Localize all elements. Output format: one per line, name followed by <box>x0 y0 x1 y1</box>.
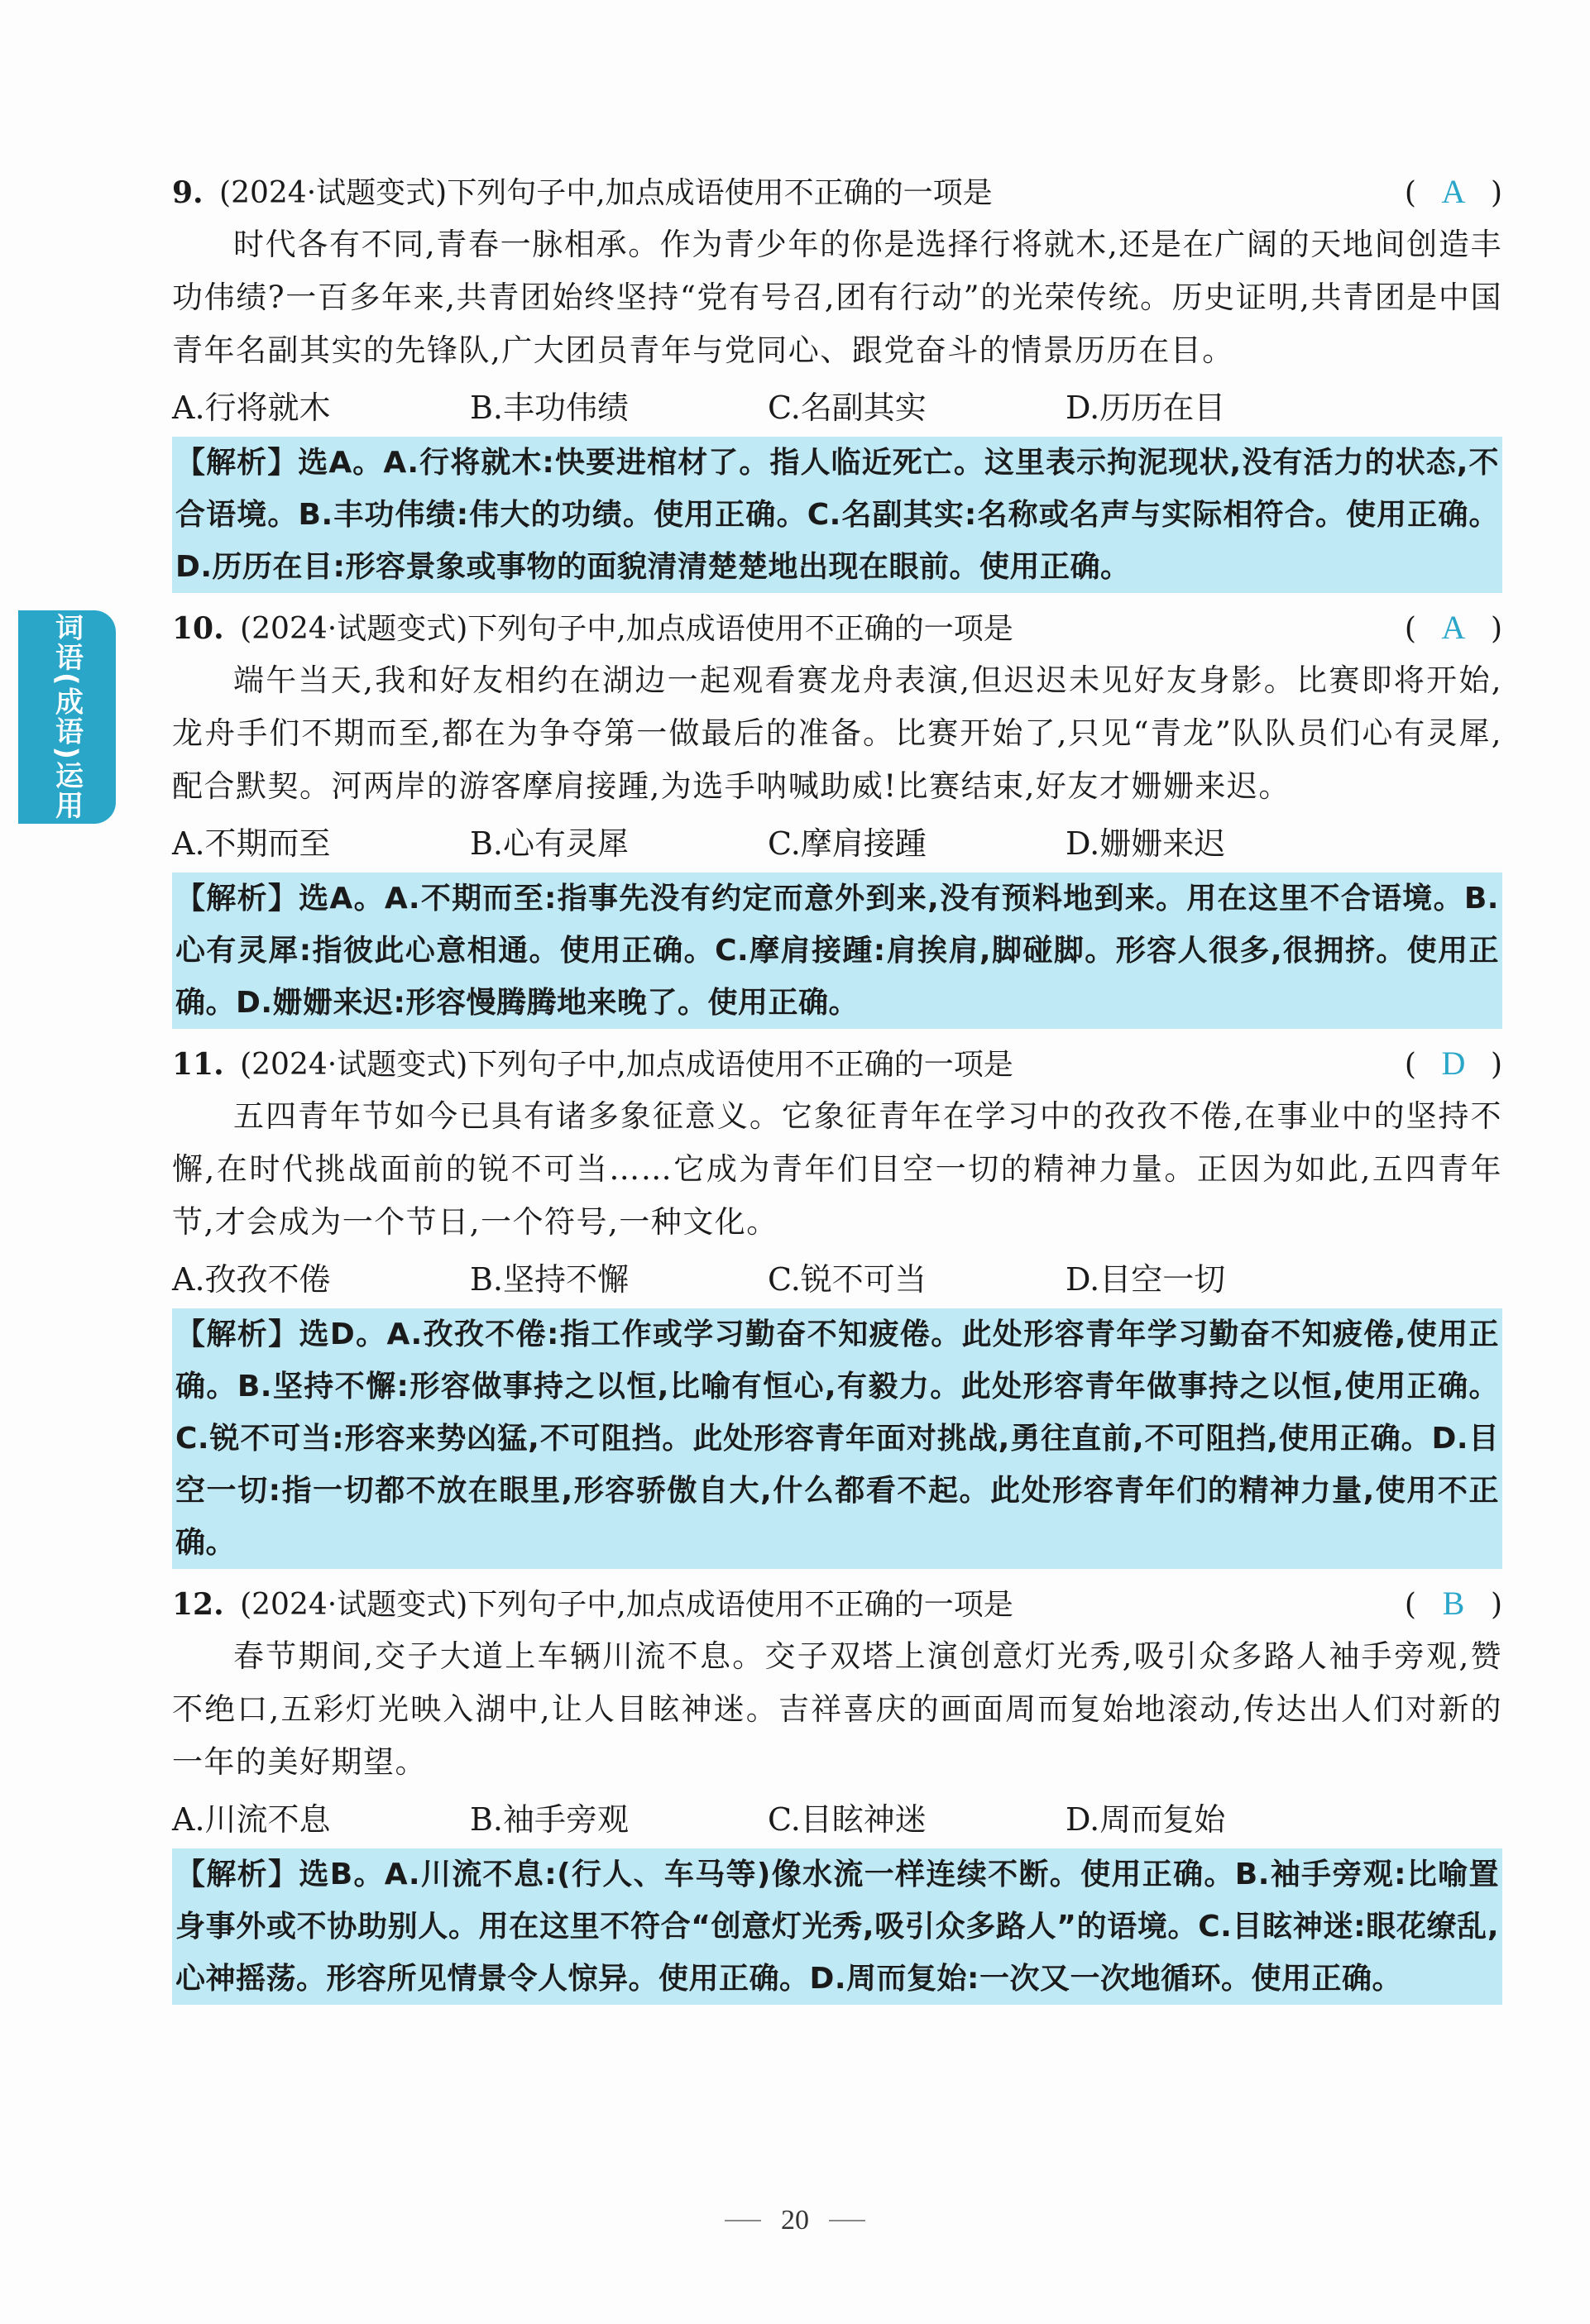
analysis-tag: 【解析】 <box>175 882 299 916</box>
question-stem: (2024·试题变式)下列句子中,加点成语使用不正确的一项是 <box>240 1588 1013 1622</box>
footer-rule-left <box>725 2220 761 2221</box>
side-tab-label: 词语(成语)运用 <box>50 613 84 821</box>
analysis-tag: 【解析】 <box>175 446 299 480</box>
analysis <box>172 873 1502 1029</box>
footer <box>0 2205 1590 2236</box>
answer-close-paren: ) <box>1490 1588 1502 1622</box>
analysis-tag: 【解析】 <box>175 1858 299 1891</box>
answer-slot <box>1405 1577 1502 1632</box>
option-a: A.孜孜不倦 <box>172 1261 331 1298</box>
option-d: D.历历在目 <box>1066 390 1226 426</box>
options <box>172 816 1502 871</box>
answer-letter: D <box>1441 1045 1466 1082</box>
answer-open-paren: ( <box>1404 1588 1416 1622</box>
option-a: A.川流不息 <box>172 1801 331 1838</box>
answer-close-paren: ) <box>1490 176 1502 210</box>
question-header <box>172 1577 1502 1630</box>
option-a: A.不期而至 <box>172 825 331 862</box>
question-number: 10. <box>172 611 224 646</box>
question-stem: (2024·试题变式)下列句子中,加点成语使用不正确的一项是 <box>240 612 1013 646</box>
analysis <box>172 1848 1502 2005</box>
question-10 <box>172 601 1502 1029</box>
analysis <box>172 1308 1502 1569</box>
analysis-text: 选A。A.行将就木:快要进棺材了。指人临近死亡。这里表示拘泥现状,没有活力的状态,不合语境。B.丰功伟绩:伟大的功绩。使用正确。C.名副其实:名称或名声与实际相符合。使用正确。D.历历在目:形容景象或事物的面貌清清楚楚地出现在眼前。使用正确。 <box>175 446 1499 584</box>
option-c: C.摩肩接踵 <box>768 825 927 862</box>
option-d: D.周而复始 <box>1066 1801 1226 1838</box>
question-stem: (2024·试题变式)下列句子中,加点成语使用不正确的一项是 <box>240 1048 1013 1082</box>
side-tab <box>18 610 116 824</box>
passage: 端午当天,我和好友相约在湖边一起观看赛龙舟表演,但迟迟未见好友身影。比赛即将开始,龙舟手们不期而至,都在为争夺第一做最后的准备。比赛开始了,只见“青龙”队队员们心有灵犀,配合默契。河两岸的游客摩肩接踵,为选手呐喊助威!比赛结束,好友才姗姗来迟。 <box>172 662 1502 804</box>
analysis-text: 选A。A.不期而至:指事先没有约定而意外到来,没有预料地到来。用在这里不合语境。B.心有灵犀:指彼此心意相通。使用正确。C.摩肩接踵:肩挨肩,脚碰脚。形容人很多,很拥挤。使用正确。D.姗姗来迟:形容慢腾腾地来晚了。使用正确。 <box>175 882 1499 1020</box>
option-c: C.名副其实 <box>768 390 927 426</box>
answer-letter: A <box>1441 609 1466 646</box>
option-d: D.姗姗来迟 <box>1066 825 1226 862</box>
answer-letter: B <box>1442 1585 1465 1622</box>
analysis-text: 选D。A.孜孜不倦:指工作或学习勤奋不知疲倦。此处形容青年学习勤奋不知疲倦,使用正确。B.坚持不懈:形容做事持之以恒,比喻有恒心,有毅力。此处形容青年做事持之以恒,使用正确。C.锐不可当:形容来势凶猛,不可阻挡。此处形容青年面对挑战,勇往直前,不可阻挡,使用正确。D.目空一切:指一切都不放在眼里,形容骄傲自大,什么都看不起。此处形容青年们的精神力量,使用不正确。 <box>175 1317 1499 1560</box>
question-header <box>172 1037 1502 1090</box>
question-number: 11. <box>172 1047 224 1082</box>
analysis-text: 选B。A.川流不息:(行人、车马等)像水流一样连续不断。使用正确。B.袖手旁观:比喻置身事外或不协助别人。用在这里不符合“创意灯光秀,吸引众多路人”的语境。C.目眩神迷:眼花缭乱,心神摇荡。形容所见情景令人惊异。使用正确。D.周而复始:一次又一次地循环。使用正确。 <box>175 1858 1499 1996</box>
answer-open-paren: ( <box>1404 612 1416 646</box>
analysis <box>172 437 1502 593</box>
question-9 <box>172 165 1502 593</box>
question-stem: (2024·试题变式)下列句子中,加点成语使用不正确的一项是 <box>219 176 993 210</box>
passage: 春节期间,交子大道上车辆川流不息。交子双塔上演创意灯光秀,吸引众多路人袖手旁观,赞不绝口,五彩灯光映入湖中,让人目眩神迷。吉祥喜庆的画面周而复始地滚动,传达出人们对新的一年的美好期望。 <box>172 1638 1503 1780</box>
question-number: 12. <box>172 1587 224 1622</box>
question-header <box>172 165 1502 218</box>
page-number: 20 <box>781 2205 809 2236</box>
question-header <box>172 601 1502 654</box>
option-c: C.锐不可当 <box>768 1261 927 1298</box>
option-b: B.袖手旁观 <box>470 1801 630 1838</box>
question-12 <box>172 1577 1502 2005</box>
question-number: 9. <box>172 175 204 210</box>
answer-slot <box>1405 1037 1502 1092</box>
option-b: B.坚持不懈 <box>470 1261 630 1298</box>
option-d: D.目空一切 <box>1066 1261 1226 1298</box>
option-c: C.目眩神迷 <box>768 1801 927 1838</box>
answer-close-paren: ) <box>1490 1048 1502 1082</box>
question-11 <box>172 1037 1502 1569</box>
answer-slot <box>1405 165 1502 220</box>
option-b: B.心有灵犀 <box>470 825 630 862</box>
answer-open-paren: ( <box>1404 176 1416 210</box>
answer-slot <box>1405 601 1502 656</box>
passage: 五四青年节如今已具有诸多象征意义。它象征青年在学习中的孜孜不倦,在事业中的坚持不懈,在时代挑战面前的锐不可当……它成为青年们目空一切的精神力量。正因为如此,五四青年节,才会成为一个节日,一个符号,一种文化。 <box>172 1098 1502 1240</box>
answer-close-paren: ) <box>1490 612 1502 646</box>
answer-letter: A <box>1441 173 1466 210</box>
answer-open-paren: ( <box>1404 1048 1416 1082</box>
option-a: A.行将就木 <box>172 390 331 426</box>
options <box>172 1252 1502 1307</box>
analysis-tag: 【解析】 <box>175 1317 299 1351</box>
option-b: B.丰功伟绩 <box>470 390 630 426</box>
footer-rule-right <box>829 2220 865 2221</box>
options <box>172 1792 1502 1847</box>
options <box>172 380 1502 435</box>
passage: 时代各有不同,青春一脉相承。作为青少年的你是选择行将就木,还是在广阔的天地间创造丰功伟绩?一百多年来,共青团始终坚持“党有号召,团有行动”的光荣传统。历史证明,共青团是中国青年名副其实的先锋队,广大团员青年与党同心、跟党奋斗的情景历历在目。 <box>172 227 1502 368</box>
content <box>172 165 1502 2013</box>
